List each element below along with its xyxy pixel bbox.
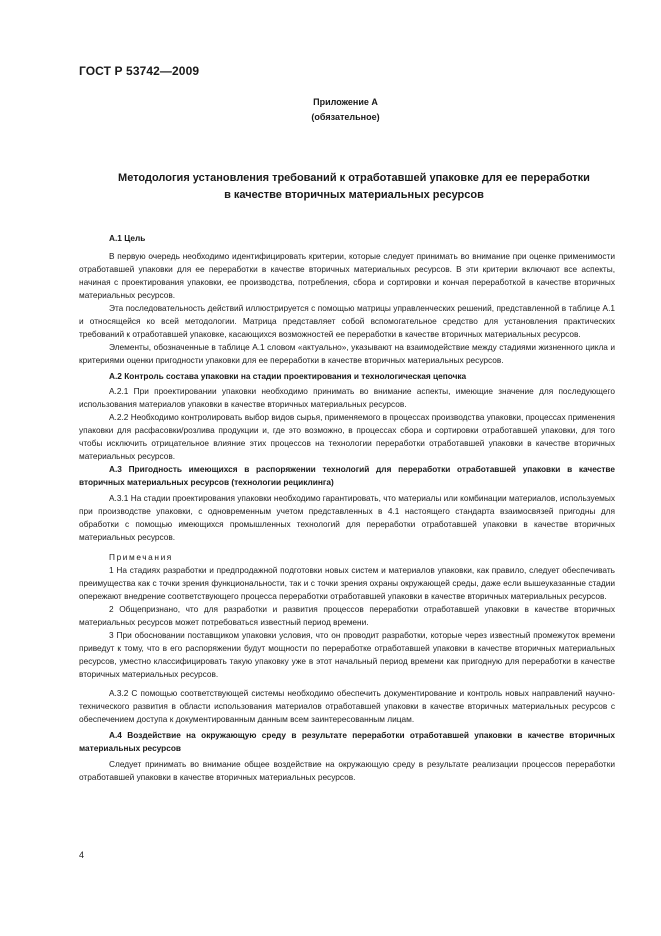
document-body	[79, 232, 615, 784]
paragraph: Эта последовательность действий иллюстрируется с помощью матрицы управленческих решений, представленной в таблице А.1 и относящейся ко всей методологии. Матрица представляет собой вспомогательное средство для установления практических требований к отработавшей упаковке, касающихся возможностей ее переработки в качестве вторичных материальных ресурсов.	[79, 302, 615, 339]
note: 1 На стадиях разработки и предпродажной подготовки новых систем и материалов упаковки, как правило, следует обеспечивать преимущества как с точки зрения функциональности, так и с точки зрения охраны окружающей среды, даже если вышеуказанные стадии опережают внедрение соответствующего процесса переработки отработавшей упаковки в качестве вторичных материальных ресурсов.	[79, 564, 615, 601]
standard-id: ГОСТ Р 53742—2009	[79, 64, 200, 78]
note: 3 При обосновании поставщиком упаковки условия, что он проводит разработки, которые через известный промежуток времени приведут к тому, что в его распоряжении будут мощности по переработке отработавшей упаковки в качестве вторичных материальных ресурсов, уместно классифицировать такую упаковку уже в этот начальный период времени как пригодную для переработки в качестве вторичных материальных ресурсов.	[79, 629, 615, 679]
page-number: 4	[79, 850, 85, 860]
title-line-2: в качестве вторичных материальных ресурсов	[224, 189, 484, 201]
section-a1-heading: А.1 Цель	[109, 233, 146, 243]
section-a4-heading: А.4 Воздействие на окружающую среду в результате переработки отработавшей упаковки в качестве вторичных материальных ресурсов	[79, 730, 615, 754]
title-line-1: Методология установления требований к отработавшей упаковке для ее переработки	[118, 172, 590, 184]
paragraph: Элементы, обозначенные в таблице А.1 словом «актуально», указывают на взаимодействие между стадиями жизненного цикла и критериями оценки пригодности упаковки для ее переработки в качестве вторичных материальных ресурсов.	[79, 341, 615, 365]
notes-title: Примечания	[109, 551, 173, 562]
paragraph: Следует принимать во внимание общее воздействие на окружающую среду в результате реализации процессов переработки отработавшей упаковки в качестве вторичных материальных ресурсов.	[79, 759, 615, 783]
appendix-title: Приложение А	[313, 97, 378, 107]
section-a3-heading: А.3 Пригодность имеющихся в распоряжении технологий для переработки отработавшей упаковки в качестве вторичных материальных ресурсов (технологии рециклинга)	[79, 464, 615, 488]
paragraph: А.3.1 На стадии проектирования упаковки необходимо гарантировать, что материалы или комбинации материалов, используемых при производстве упаковки, с одновременным учетом представленных в 4.1 настоящего стандарта взаимосвязей пригодны для обработки с помощью имеющихся промышленных технологий для переработки отработавшей упаковки в качестве вторичных материальных ресурсов.	[79, 493, 615, 542]
document-title	[80, 170, 628, 204]
paragraph: А.3.2 С помощью соответствующей системы необходимо обеспечить документирование и контроль новых направлений научно-технического развития в области использования материалов отработавшей упаковки в качестве вторичных материальных ресурсов с обеспечением доступа к документированным данным всем заинтересованным лицам.	[79, 688, 615, 725]
appendix-status: (обязательное)	[311, 112, 380, 122]
paragraph: В первую очередь необходимо идентифицировать критерии, которые следует принимать во внимание при оценке применимости отработавшей упаковки для ее переработки в качестве вторичных материальных ресурсов. В эти критерии включают все аспекты, начиная с проектирования упаковки, ее производства, потребления, сбора и сортировки и кончая переработкой в качестве вторичных материальных ресурсов.	[79, 250, 615, 300]
paragraph: А.2.1 При проектировании упаковки необходимо принимать во внимание аспекты, имеющие значение для последующего использования материалов упаковки в качестве вторичных материальных ресурсов.	[79, 386, 615, 410]
note: 2 Общепризнано, что для разработки и развития процессов переработки отработавшей упаковки в качестве вторичных материальных ресурсов может потребоваться известный период времени.	[79, 603, 615, 627]
paragraph: А.2.2 Необходимо контролировать выбор видов сырья, применяемого в процессах производства упаковки, процессах применения упаковки для расфасовки/розлива продукции и, где это возможно, в процессах сбора и сортировки отработавшей упаковки, для того чтобы исключить отрицательное влияние этих процессов на технологии переработки отработавшей упаковки в качестве вторичных материальных ресурсов.	[79, 412, 615, 462]
appendix-label	[0, 95, 661, 125]
section-a2-heading: А.2 Контроль состава упаковки на стадии проектирования и технологическая цепочка	[109, 370, 467, 381]
